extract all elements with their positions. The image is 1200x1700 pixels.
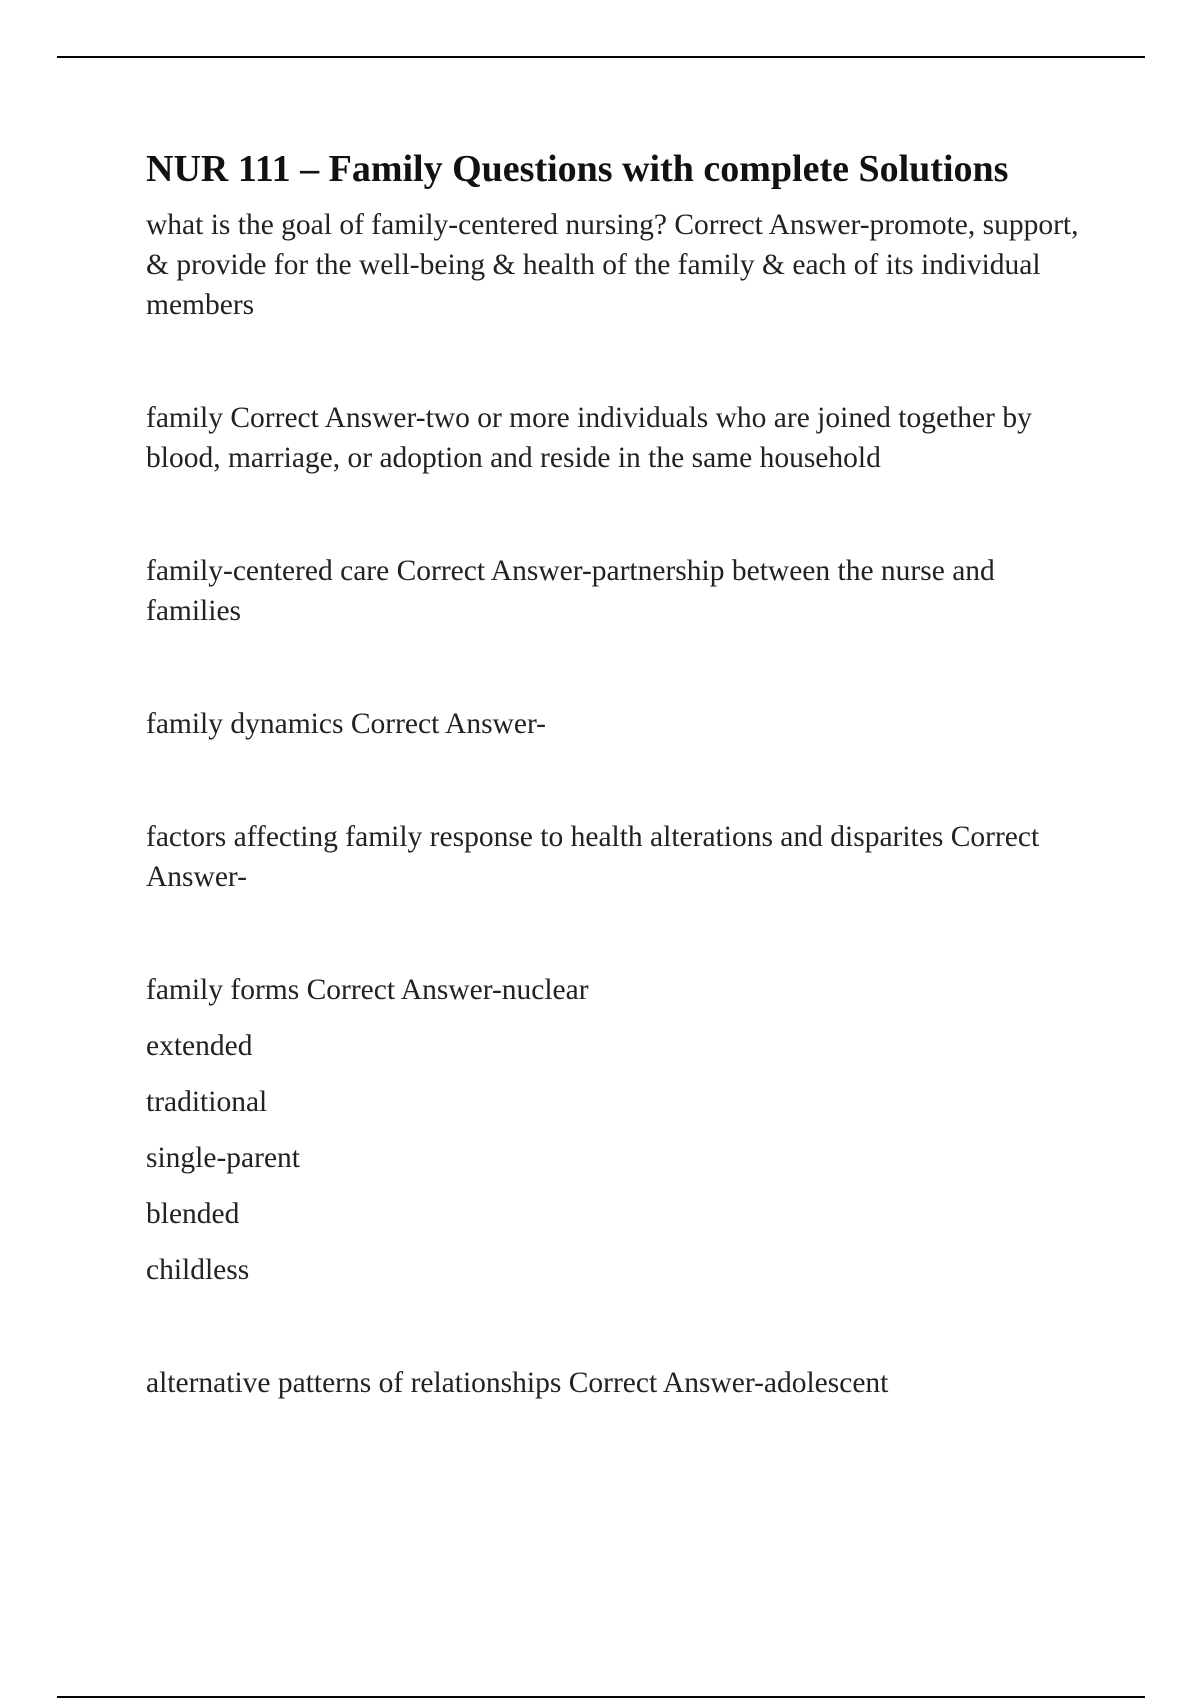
family-form-item: blended <box>146 1198 240 1230</box>
qa-entry-alternative-patterns: alternative patterns of relationships Correct Answer-adolescent <box>146 1367 889 1399</box>
qa-entry-factors: factors affecting family response to health alterations and disparites Correct Answer- <box>146 821 1040 893</box>
family-forms-question: family forms Correct Answer-nuclear <box>146 974 589 1006</box>
document-title: NUR 111 – Family Questions with complete Solutions <box>146 148 1009 190</box>
family-form-item: childless <box>146 1254 250 1286</box>
qa-entry-goal: what is the goal of family-centered nursing? Correct Answer-promote, support, & provide for the well-being & health of the family & each of its individual members <box>146 209 1079 321</box>
qa-entry-family-centered-care: family-centered care Correct Answer-partnership between the nurse and families <box>146 555 995 627</box>
family-form-item: extended <box>146 1030 253 1062</box>
document-body <box>146 145 1086 1403</box>
qa-entry-family-dynamics: family dynamics Correct Answer- <box>146 708 547 740</box>
qa-entry-family-forms <box>146 970 1086 1290</box>
bottom-divider <box>57 1696 1145 1698</box>
top-divider <box>57 56 1145 58</box>
family-form-item: single-parent <box>146 1142 300 1174</box>
qa-entry-family: family Correct Answer-two or more individuals who are joined together by blood, marriage, or adoption and reside in the same household <box>146 402 1032 474</box>
family-form-item: traditional <box>146 1086 268 1118</box>
